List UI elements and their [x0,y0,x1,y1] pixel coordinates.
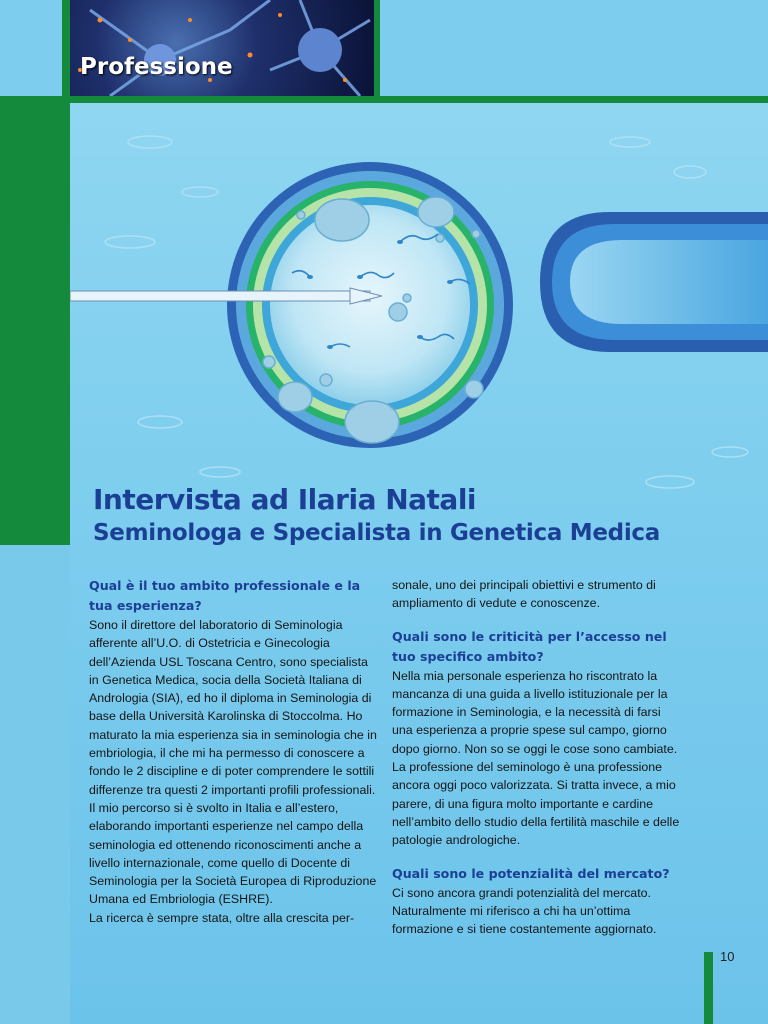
page-number: 10 [720,949,735,964]
paragraph: sonale, uno dei principali obiettivi e strumento di ampliamento di vedute e conoscenze. [392,578,656,611]
neuron-illustration [70,0,374,96]
paragraph: Nella mia personale esperienza ho riscontrato la mancanza di una guida a livello istituzionale per la formazione in Seminologia, e la necessità di farsi una esperienza a proprie spese sul campo, giorno dopo giorno. Non so se oggi le cose sono cambiate. La professione del seminologo è una professione ancora oggi poco valorizzata. Si tratta invece, a mio parere, di una figura molto importante e cardine nell’ambito dello studio della fertilità maschile e delle patologie andrologiche. [392,668,680,848]
article-subtitle: Seminologa e Specialista in Genetica Medica [93,520,660,546]
paragraph: Ci sono ancora grandi potenzialità del mercato. Naturalmente mi riferisco a chi ha un’ottima formazione e si tiene costantemente aggiornato. [392,885,657,937]
article-title: Intervista ad Ilaria Natali [93,483,477,516]
green-accent-bar [0,103,70,545]
question-heading: Quali sono le potenzialità del mercato? [392,865,670,881]
paragraph: Il mio percorso si è svolto in Italia e all’estero, elaborando importanti esperienze nel campo della seminologia ed ottenendo riconoscimenti anche a livello internazionale, come quello di Docente di Seminologia per la Società Europea di Riproduzione Umana ed Embriologia (ESHRE). [89,800,377,907]
paragraph: La ricerca è sempre stata, oltre alla crescita per- [89,910,355,925]
section-title: Professione [80,54,233,80]
question-heading: Qual è il tuo ambito professionale e la tua esperienza? [89,578,361,613]
icsi-illustration [70,102,768,522]
green-accent-bar [62,0,70,96]
green-accent-bar [374,0,380,96]
question-heading: Quali sono le criticità per l’accesso nel tuo specifico ambito? [392,628,667,664]
text-column-left [89,576,381,927]
paragraph: Sono il direttore del laboratorio di Seminologia afferente all’U.O. di Ostetricia e Ginecologia dell’Azienda USL Toscana Centro, sono specialista in Genetica Medica, socia della Società Italiana di Andrologia (SIA), ed ho il diploma in Seminologia di base della Università Karolinska di Stoccolma. Ho maturato la mia esperienza sia in seminologia che in embriologia, il che mi ha permesso di conoscere a fondo le 2 discipline e di poter comprendere le sottili differenze tra questi 2 importanti profili professionali. [89,618,377,797]
header-neuron-image [70,0,374,96]
text-column-right [392,576,684,938]
green-accent-bar [704,952,713,1024]
